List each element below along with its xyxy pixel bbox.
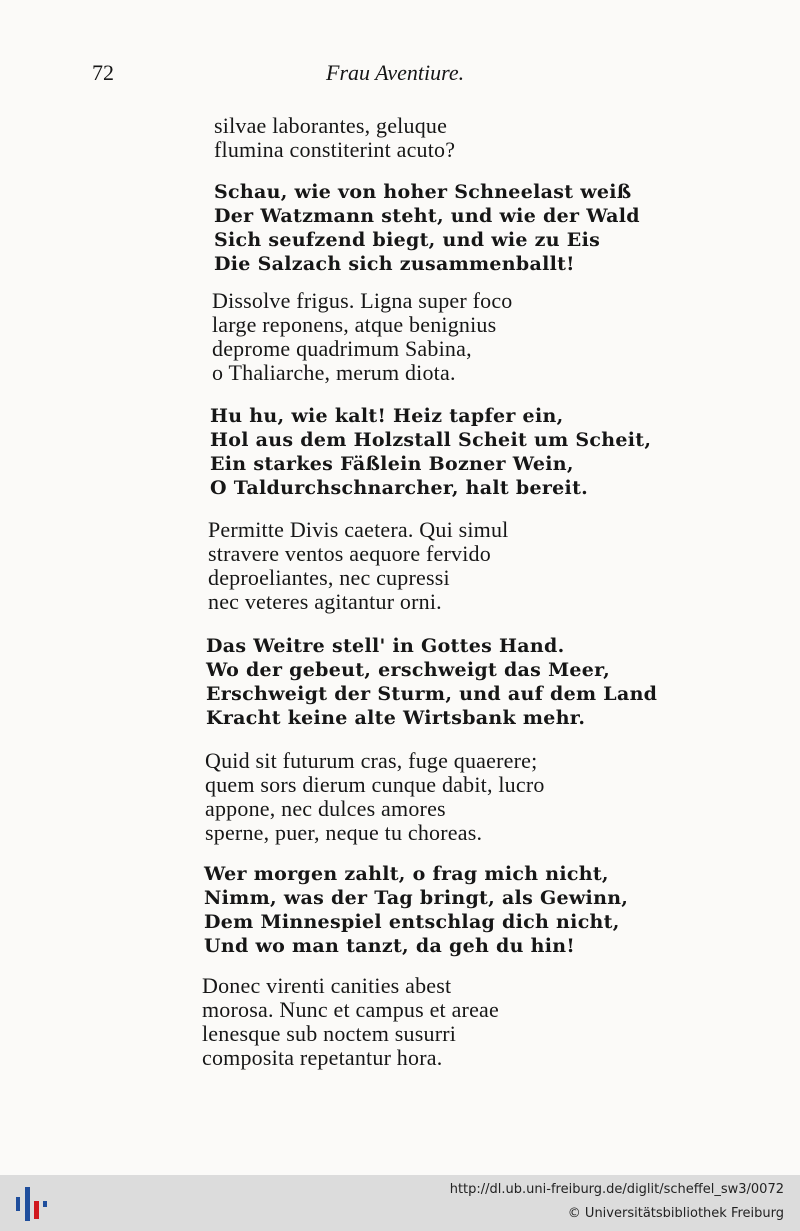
verse-line: Schau, wie von hoher Schneelast weiß [214, 181, 632, 203]
stanza-latin-4 [205, 749, 545, 845]
stanza-latin-3 [208, 518, 508, 614]
verse-line: Permitte Divis caetera. Qui simul [208, 517, 509, 542]
verse-line: Quid sit futurum cras, fuge quaerere; [205, 748, 538, 773]
stanza-german-4 [204, 862, 628, 958]
verse-line: O Taldurchschnarcher, halt bereit. [210, 477, 589, 499]
verse-line: Hu hu, wie kalt! Heiz tapfer ein, [210, 405, 564, 427]
verse-line: appone, nec dulces amores [205, 796, 446, 821]
verse-line: quem sors dierum cunque dabit, lucro [205, 772, 545, 797]
verse-line: Die Salzach sich zusammenballt! [214, 253, 575, 275]
copyright-notice: © Universitätsbibliothek Freiburg [567, 1206, 784, 1221]
verse-line: large reponens, atque benignius [212, 312, 497, 337]
verse-line: Das Weitre stell' in Gottes Hand. [206, 635, 565, 657]
verse-line: Hol aus dem Holzstall Scheit um Scheit, [210, 429, 652, 451]
verse-line: o Thaliarche, merum diota. [212, 360, 456, 385]
library-logo-icon[interactable] [12, 1183, 52, 1225]
footer-bar [0, 1175, 800, 1231]
verse-line: Dissolve frigus. Ligna super foco [212, 288, 513, 313]
verse-line: Ein starkes Fäßlein Bozner Wein, [210, 453, 574, 475]
running-head: Frau Aventiure. [326, 60, 465, 85]
stanza-latin-1 [214, 114, 455, 162]
logo-bar-blue-mid [25, 1187, 30, 1221]
verse-line: Dem Minnespiel entschlag dich nicht, [204, 911, 620, 933]
source-url-link[interactable]: http://dl.ub.uni-freiburg.de/diglit/scheffel_sw3/0072 [449, 1182, 784, 1197]
verse-line: silvae laborantes, geluque [214, 113, 448, 138]
verse-line: lenesque sub noctem susurri [202, 1021, 457, 1046]
stanza-german-3 [206, 634, 657, 730]
verse-line: Der Watzmann steht, und wie der Wald [214, 205, 640, 227]
verse-line: morosa. Nunc et campus et areae [202, 997, 499, 1022]
verse-line: deproeliantes, nec cupressi [208, 565, 450, 590]
verse-line: nec veteres agitantur orni. [208, 589, 442, 614]
page-number: 72 [92, 60, 114, 85]
logo-bar-blue-left [16, 1197, 20, 1211]
stanza-latin-5 [202, 974, 499, 1070]
verse-line: Kracht keine alte Wirtsbank mehr. [206, 707, 586, 729]
verse-line: Und wo man tanzt, da geh du hin! [204, 935, 575, 957]
verse-line: Nimm, was der Tag bringt, als Gewinn, [204, 887, 629, 909]
stanza-latin-2 [212, 289, 513, 385]
verse-line: stravere ventos aequore fervido [208, 541, 491, 566]
verse-line: deprome quadrimum Sabina, [212, 336, 472, 361]
verse-line: Erschweigt der Sturm, und auf dem Land [206, 683, 658, 705]
verse-line: flumina constiterint acuto? [214, 137, 456, 162]
verse-line: sperne, puer, neque tu choreas. [205, 820, 483, 845]
logo-bar-blue-right [43, 1201, 47, 1207]
stanza-german-2 [210, 404, 651, 500]
verse-line: composita repetantur hora. [202, 1045, 443, 1070]
verse-line: Wer morgen zahlt, o frag mich nicht, [204, 863, 609, 885]
stanza-german-1 [214, 180, 640, 276]
logo-bar-red [34, 1201, 39, 1219]
verse-line: Sich seufzend biegt, und wie zu Eis [214, 229, 601, 251]
verse-line: Donec virenti canities abest [202, 973, 452, 998]
verse-line: Wo der gebeut, erschweigt das Meer, [206, 659, 611, 681]
